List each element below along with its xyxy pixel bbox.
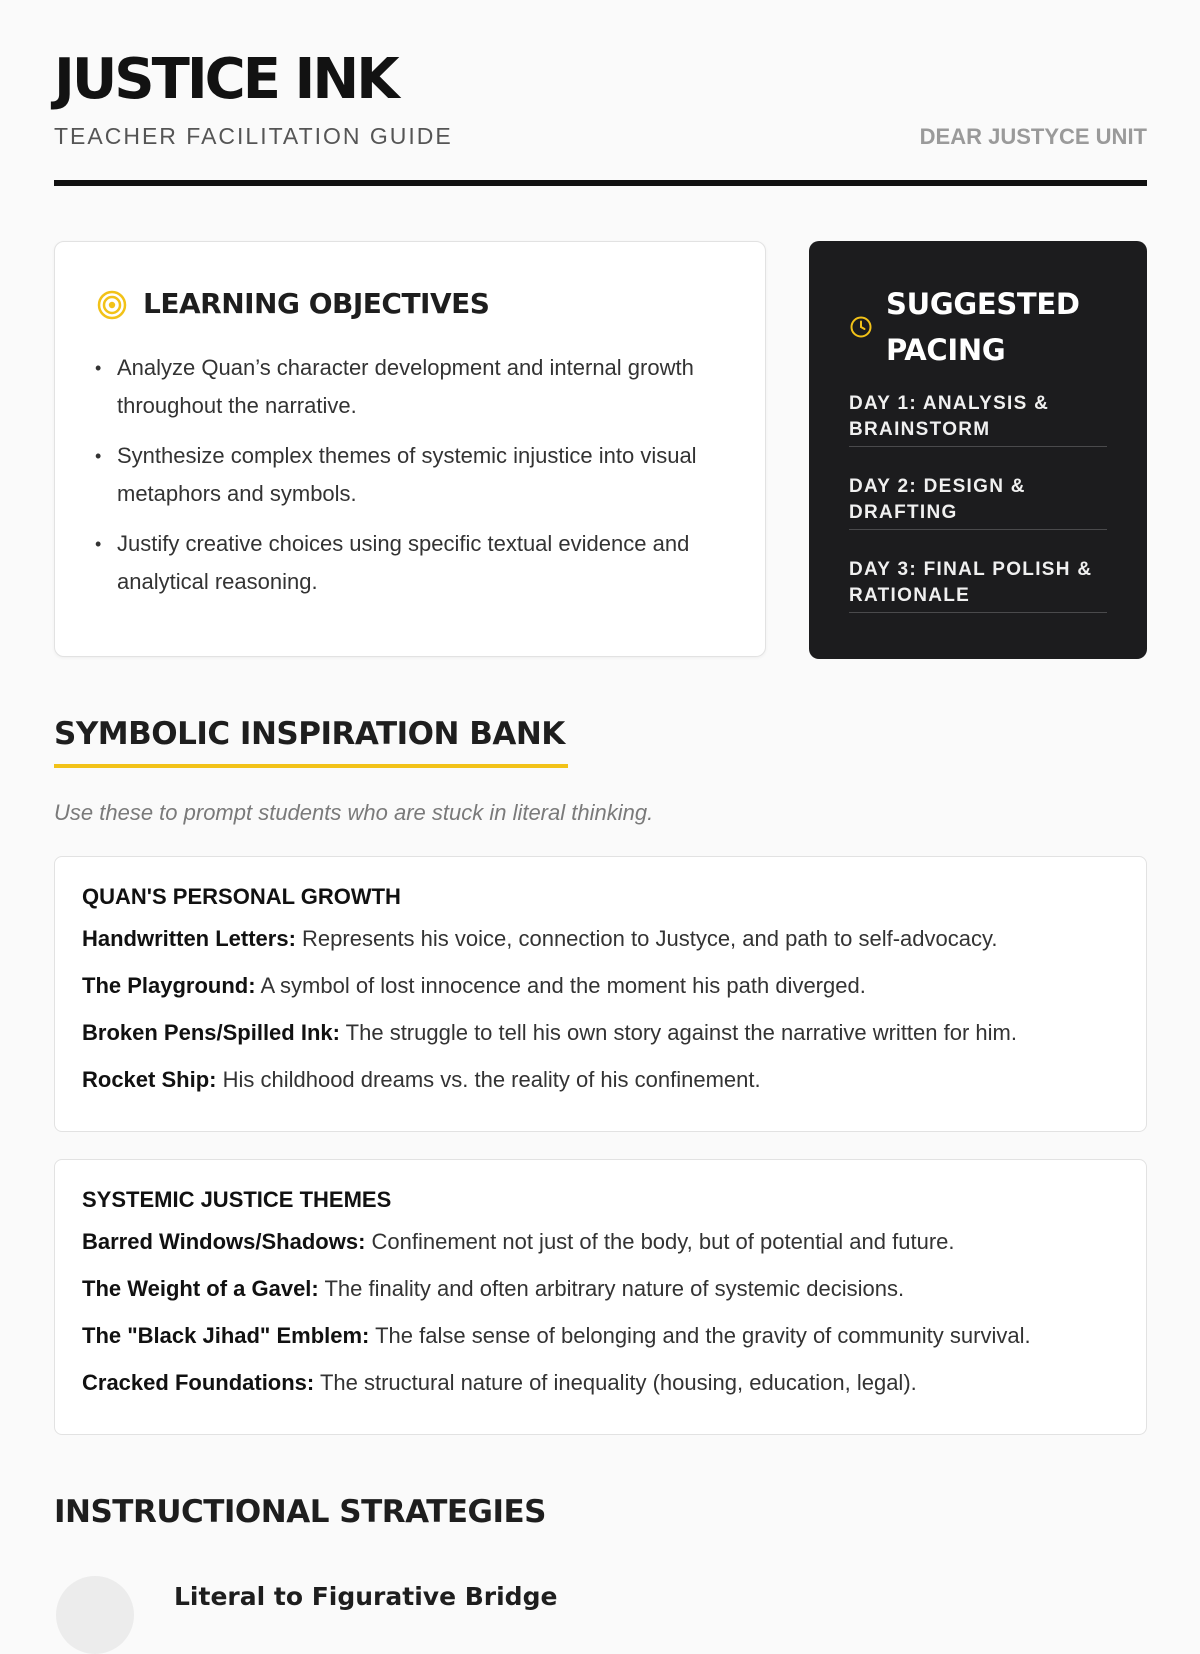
pacing-list [849, 391, 1107, 640]
symbol-term: Cracked Foundations: [82, 1370, 315, 1395]
unit-label: DEAR JUSTYCE UNIT [919, 124, 1147, 149]
pacing-day: DAY 2: DESIGN & DRAFTING [849, 474, 1107, 530]
objective-item: • Synthesize complex themes of systemic injustice into visual metaphors and symbols. [95, 437, 735, 513]
suggested-pacing-card [809, 241, 1147, 659]
brand-title: JUSTICE INK [54, 47, 397, 112]
symbol-term: Handwritten Letters: [82, 926, 296, 951]
symbol-category-card [54, 1159, 1147, 1435]
bank-title-underline [54, 764, 568, 768]
symbol-term: The Weight of a Gavel: [82, 1276, 319, 1301]
objectives-list [95, 349, 735, 613]
symbol-item [82, 1275, 1119, 1303]
symbol-term: Broken Pens/Spilled Ink: [82, 1020, 340, 1045]
bank-section-title: SYMBOLIC INSPIRATION BANK [54, 716, 565, 752]
bank-note: Use these to prompt students who are stuck in literal thinking. [54, 800, 654, 825]
pacing-title: SUGGESTED PACING [886, 287, 1080, 367]
symbol-term: Barred Windows/Shadows: [82, 1229, 366, 1254]
pacing-day: DAY 1: ANALYSIS & BRAINSTORM [849, 391, 1107, 447]
symbol-desc: The finality and often arbitrary nature of systemic decisions. [324, 1276, 905, 1301]
strategy-number-circle [56, 1576, 134, 1654]
symbol-item [82, 925, 1119, 953]
symbol-desc: Represents his voice, connection to Justyce, and path to self-advocacy. [302, 926, 998, 951]
symbol-term: The "Black Jihad" Emblem: [82, 1323, 370, 1348]
guide-subtitle: TEACHER FACILITATION GUIDE [54, 123, 453, 149]
pacing-day: DAY 3: FINAL POLISH & RATIONALE [849, 557, 1107, 613]
symbol-desc: The struggle to tell his own story against the narrative written for him. [345, 1020, 1017, 1045]
symbol-desc: The false sense of belonging and the gravity of community survival. [375, 1323, 1031, 1348]
target-icon [97, 290, 127, 320]
symbol-term: The Playground: [82, 973, 256, 998]
symbol-term: Rocket Ship: [82, 1067, 217, 1092]
symbol-item [82, 1322, 1119, 1350]
category-heading: SYSTEMIC JUSTICE THEMES [82, 1187, 392, 1212]
objective-item: • Justify creative choices using specific textual evidence and analytical reasoning. [95, 525, 735, 601]
strategies-section-title: INSTRUCTIONAL STRATEGIES [54, 1494, 546, 1530]
symbol-item [82, 1019, 1119, 1047]
symbol-desc: His childhood dreams vs. the reality of his confinement. [222, 1067, 761, 1092]
symbol-desc: A symbol of lost innocence and the moment his path diverged. [260, 973, 866, 998]
objective-item: • Analyze Quan’s character development and internal growth throughout the narrative. [95, 349, 735, 425]
header-divider [54, 180, 1147, 186]
symbol-item [82, 1369, 1119, 1397]
clock-icon [849, 315, 873, 339]
strategy-title: Literal to Figurative Bridge [174, 1582, 558, 1611]
symbol-item [82, 1228, 1119, 1256]
learning-objectives-card [54, 241, 766, 657]
symbol-item [82, 972, 1119, 1000]
symbol-item [82, 1066, 1119, 1094]
symbol-desc: Confinement not just of the body, but of potential and future. [371, 1229, 955, 1254]
objectives-title: LEARNING OBJECTIVES [143, 287, 490, 320]
symbol-desc: The structural nature of inequality (housing, education, legal). [319, 1370, 917, 1395]
category-heading: QUAN'S PERSONAL GROWTH [82, 884, 401, 909]
symbol-category-card [54, 856, 1147, 1132]
